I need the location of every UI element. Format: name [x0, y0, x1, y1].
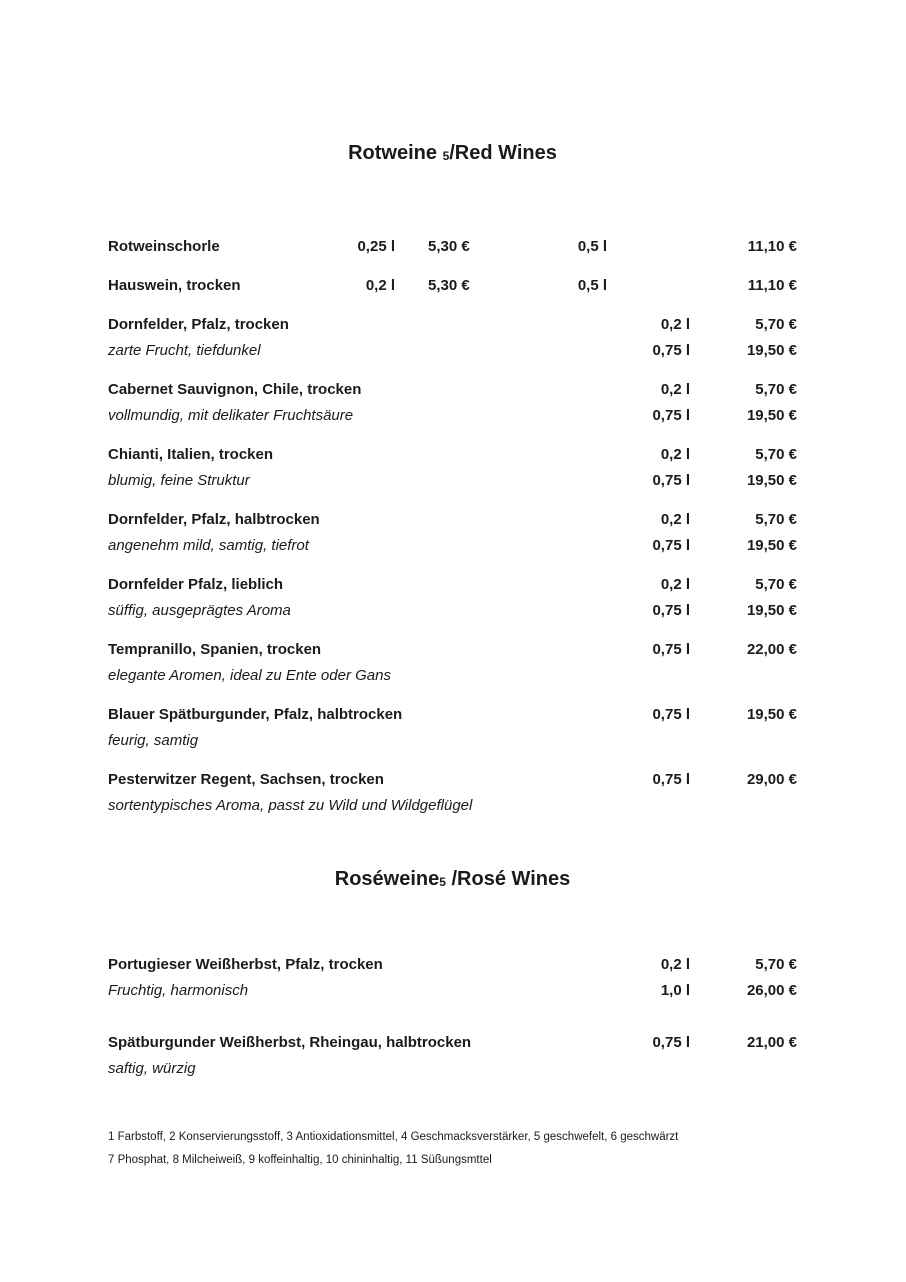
menu-item	[108, 377, 797, 429]
menu-item	[108, 312, 797, 364]
footnote-line: 1 Farbstoff, 2 Konservierungsstoff, 3 Antioxidationsmittel, 4 Geschmacksverstärker, 5 geschwefelt, 6 geschwärzt	[108, 1131, 679, 1143]
price: 26,00 €	[746, 982, 797, 999]
price-large: 11,10 €	[747, 277, 797, 294]
price: 19,50 €	[746, 602, 797, 619]
price: 19,50 €	[746, 342, 797, 359]
menu-item-description-row	[108, 793, 797, 819]
price	[690, 1056, 797, 1082]
price: 5,70 €	[755, 956, 797, 973]
menu-item-description-row	[108, 468, 797, 494]
menu-item-description-row	[108, 728, 797, 754]
price: 21,00 €	[746, 1034, 797, 1051]
volume: 0,75 l	[652, 472, 690, 489]
wine-description: süffig, ausgeprägtes Aroma	[108, 602, 291, 619]
price-large: 11,10 €	[747, 238, 797, 255]
menu-item	[108, 702, 797, 754]
section-title-translation: /Rosé Wines	[445, 868, 571, 890]
wine-description: Fruchtig, harmonisch	[108, 982, 249, 999]
volume: 0,75 l	[652, 537, 690, 554]
price-small: 5,30 €	[428, 277, 470, 294]
price: 5,70 €	[755, 576, 797, 593]
menu-item-description-row	[108, 533, 797, 559]
volume-small: 0,2 l	[365, 277, 395, 294]
price	[690, 728, 797, 754]
menu-item-title-row	[108, 442, 797, 468]
menu-item	[108, 767, 797, 819]
price	[690, 663, 797, 689]
section-title-text: Roséweine	[334, 868, 440, 890]
volume: 0,75 l	[652, 771, 690, 788]
menu-sections	[108, 141, 797, 1082]
volume: 0,2 l	[660, 381, 690, 398]
wine-description: vollmundig, mit delikater Fruchtsäure	[108, 407, 354, 424]
menu-item-title-row	[108, 702, 797, 728]
volume: 0,2 l	[660, 576, 690, 593]
wine-name: Dornfelder Pfalz, lieblich	[108, 576, 284, 593]
wine-name: Tempranillo, Spanien, trocken	[108, 641, 322, 658]
volume: 0,75 l	[652, 602, 690, 619]
section-title-translation: /Red Wines	[449, 142, 557, 164]
price: 19,50 €	[746, 472, 797, 489]
wine-description: sortentypisches Aroma, passt zu Wild und Wildgeflügel	[108, 797, 473, 814]
wine-name: Spätburgunder Weißherbst, Rheingau, halbtrocken	[108, 1034, 472, 1051]
wine-description: blumig, feine Struktur	[108, 472, 250, 489]
menu-item	[108, 952, 797, 1004]
wine-description: zarte Frucht, tiefdunkel	[108, 342, 261, 359]
wine-name: Cabernet Sauvignon, Chile, trocken	[108, 381, 362, 398]
menu-section	[108, 867, 797, 1082]
volume: 0,75 l	[652, 641, 690, 658]
volume: 0,2 l	[660, 511, 690, 528]
menu-item	[108, 1030, 797, 1082]
menu-item	[108, 637, 797, 689]
price: 5,70 €	[755, 446, 797, 463]
price-small: 5,30 €	[428, 238, 470, 255]
volume: 0,2 l	[660, 316, 690, 333]
volume	[600, 728, 690, 754]
wine-name: Dornfelder, Pfalz, trocken	[108, 316, 289, 333]
menu-item-description-row	[108, 1056, 797, 1082]
volume: 0,2 l	[660, 446, 690, 463]
section-title	[108, 141, 797, 167]
section-title-footnote-ref: 5	[442, 149, 450, 163]
menu-item-description-row	[108, 338, 797, 364]
menu-item	[108, 442, 797, 494]
volume: 0,75 l	[652, 342, 690, 359]
section-items	[108, 234, 797, 819]
price: 5,70 €	[755, 381, 797, 398]
price: 19,50 €	[746, 706, 797, 723]
menu-item-title-row	[108, 637, 797, 663]
menu-item-title-row	[108, 1030, 797, 1056]
menu-item-title-row	[108, 767, 797, 793]
menu-item-description-row	[108, 663, 797, 689]
volume-large: 0,5 l	[577, 277, 607, 294]
price: 29,00 €	[746, 771, 797, 788]
wine-description: feurig, samtig	[108, 732, 199, 749]
footnote-line: 7 Phosphat, 8 Milcheiweiß, 9 koffeinhaltig, 10 chininhaltig, 11 Süßungsmttel	[108, 1154, 492, 1166]
menu-item-title-row	[108, 572, 797, 598]
price: 19,50 €	[746, 407, 797, 424]
menu-item-title-row	[108, 952, 797, 978]
volume	[600, 663, 690, 689]
volume-small: 0,25 l	[357, 238, 395, 255]
price	[690, 793, 797, 819]
wine-name: Blauer Spätburgunder, Pfalz, halbtrocken	[108, 706, 403, 723]
wine-name: Dornfelder, Pfalz, halbtrocken	[108, 511, 320, 528]
volume: 0,75 l	[652, 706, 690, 723]
wine-name: Pesterwitzer Regent, Sachsen, trocken	[108, 771, 384, 788]
volume	[600, 793, 690, 819]
menu-item-description-row	[108, 978, 797, 1004]
price: 5,70 €	[755, 511, 797, 528]
price: 5,70 €	[755, 316, 797, 333]
section-title-text: Rotweine	[348, 142, 443, 164]
wine-name: Rotweinschorle	[108, 238, 220, 255]
volume: 0,2 l	[660, 956, 690, 973]
menu-item-title-row	[108, 507, 797, 533]
menu-item-description-row	[108, 598, 797, 624]
wine-description: angenehm mild, samtig, tiefrot	[108, 537, 309, 554]
wine-description: saftig, würzig	[108, 1060, 196, 1077]
section-title	[108, 867, 797, 893]
volume: 0,75 l	[652, 407, 690, 424]
wine-name: Hauswein, trocken	[108, 277, 241, 294]
menu-item	[108, 273, 797, 299]
section-items	[108, 952, 797, 1082]
wine-name: Portugieser Weißherbst, Pfalz, trocken	[108, 956, 383, 973]
volume: 0,75 l	[652, 1034, 690, 1051]
price: 22,00 €	[746, 641, 797, 658]
wine-name: Chianti, Italien, trocken	[108, 446, 274, 463]
menu-item-description-row	[108, 403, 797, 429]
wine-description: elegante Aromen, ideal zu Ente oder Gans	[108, 667, 391, 684]
section-title-footnote-ref: 5	[439, 875, 446, 889]
price: 19,50 €	[746, 537, 797, 554]
volume-large: 0,5 l	[577, 238, 607, 255]
volume	[600, 1056, 690, 1082]
menu-item-title-row	[108, 312, 797, 338]
menu-item	[108, 507, 797, 559]
volume: 1,0 l	[660, 982, 690, 999]
footnotes	[108, 1126, 797, 1172]
menu-item	[108, 234, 797, 260]
menu-section	[108, 141, 797, 819]
menu-item-title-row	[108, 377, 797, 403]
menu-item	[108, 572, 797, 624]
